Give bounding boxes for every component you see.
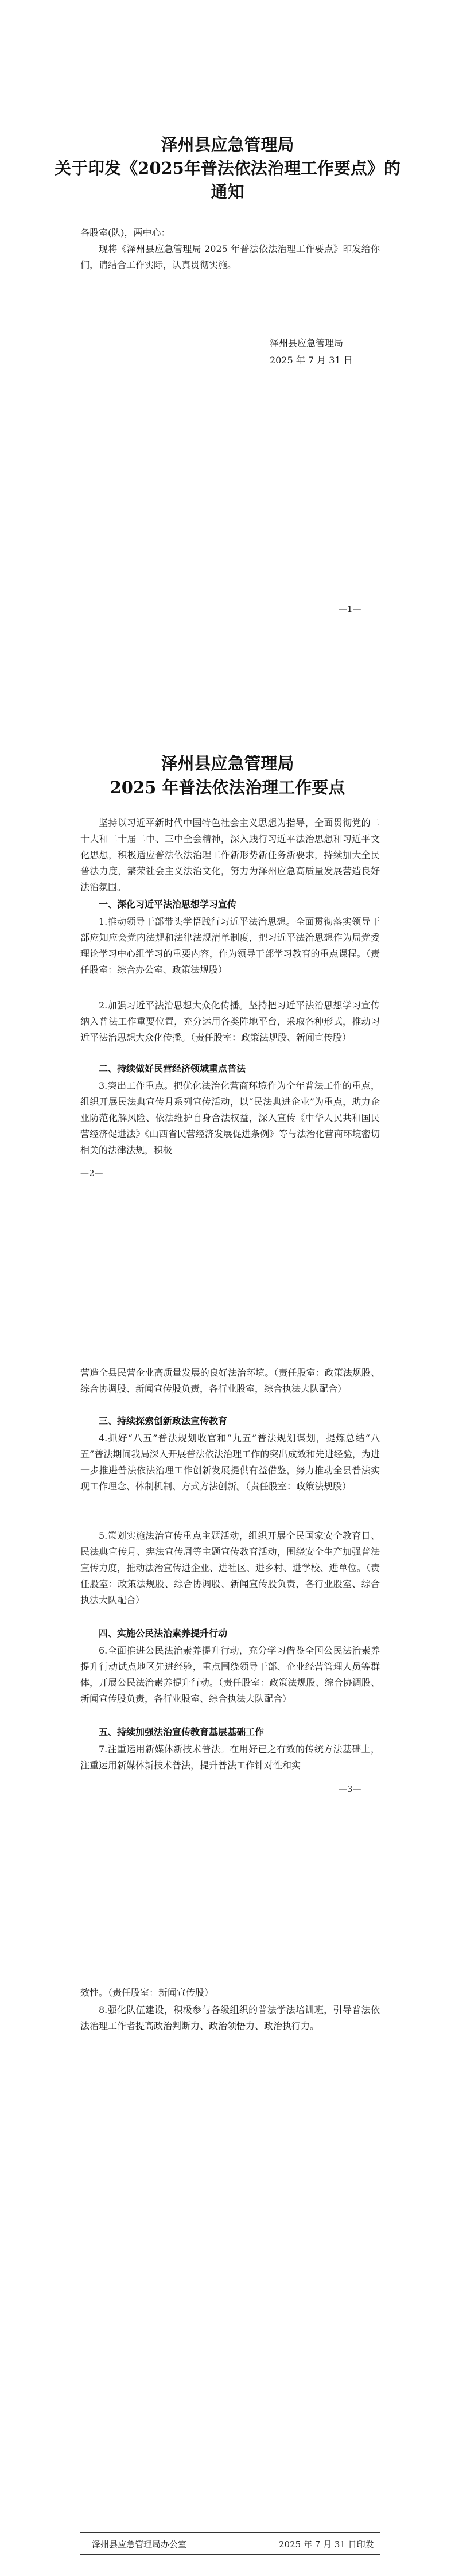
footer-issuer: 泽州县应急管理局办公室: [92, 2539, 187, 2550]
points-title-line-1: 泽州县应急管理局: [161, 754, 294, 773]
item-4: 4.抓好“八五”普法规划收官和“九五”普法规划谋划，提炼总结“八五”普法期间我局深入开展普法依法治理工作的突出成效和先进经验，为进一步推进普法依法治理工作创新发展提供有益借鉴，努力推动全县普法实现工作理念、体制机制、方式方法创新。（责任股室：政策法规股）: [80, 1433, 380, 1492]
notice-signature-date: 2025 年 7 月 31 日: [270, 355, 353, 366]
footer-rule-top: [80, 2532, 380, 2533]
item-6: 6.全面推进公民法治素养提升行动，充分学习借鉴全国公民法治素养提升行动试点地区先进经验，重点围绕领导干部、企业经营管理人员等群体，开展公民法治素养提升行动。（责任股室：政策法规股、综合协调股、新闻宣传股负责，各行业股室、综合执法大队配合）: [80, 1645, 380, 1704]
section-4-heading: 四、实施公民法治素养提升行动: [99, 1628, 228, 1639]
item-3-part-2: 营造全县民营企业高质量发展的良好法治环境。（责任股室：政策法规股、综合协调股、新闻宣传股负责，各行业股室，综合执法大队配合）: [80, 1367, 380, 1394]
item-7-part-2: 效性。（责任股室：新闻宣传股）: [80, 1987, 214, 1998]
footer-date: 2025 年 7 月 31 日印发: [279, 2539, 374, 2550]
footer-rule-bottom: [80, 2554, 380, 2555]
page-number-3: —3—: [339, 1784, 361, 1794]
points-title-line-2: 2025 年普法依法治理工作要点: [110, 778, 345, 797]
item-8: 8.强化队伍建设，积极参与各级组织的普法学法培训班，引导普法依法治理工作者提高政治判断力、政治领悟力、政治执行力。: [80, 2004, 380, 2031]
section-2-heading: 二、持续做好民营经济领域重点普法: [99, 1063, 246, 1074]
notice-title-line-1: 泽州县应急管理局: [161, 135, 294, 154]
section-3-heading: 三、持续探索创新政法宣传教育: [99, 1415, 228, 1426]
page-number-2: —2—: [80, 1168, 103, 1178]
points-intro: 坚持以习近平新时代中国特色社会主义思想为指导，全面贯彻党的二十大和二十届二中、三中全会精神，深入践行习近平法治思想和习近平文化思想，积极适应普法依法治理工作新形势新任务新要求，持续加大全民普法力度，繁荣社会主义法治文化，努力为泽州应急高质量发展营造良好法治氛围。: [80, 817, 380, 893]
notice-salutation: 各股室(队)，两中心：: [80, 227, 170, 238]
page-number-1: —1—: [339, 604, 361, 614]
notice-signature-org: 泽州县应急管理局: [270, 337, 344, 348]
item-5: 5.策划实施法治宣传重点主题活动，组织开展全民国家安全教育日、民法典宣传月、宪法宣传周等主题宣传教育活动，围绕安全生产加强普法宣传力度，推动法治宣传进企业、进社区、进乡村、进学校、进单位。（责任股室：政策法规股、综合协调股、新闻宣传股负责，各行业股室、综合执法大队配合）: [80, 1530, 380, 1605]
item-2: 2.加强习近平法治思想大众化传播。坚持把习近平法治思想学习宣传纳入普法工作重要位置，充分运用各类阵地平台，采取各种形式，推动习近平法治思想大众化传播。（责任股室：政策法规股、新闻宣传股）: [80, 1000, 380, 1043]
section-1-heading: 一、深化习近平法治思想学习宣传: [99, 899, 237, 910]
item-3-part-1: 3.突出工作重点。把优化法治化营商环境作为全年普法工作的重点，组织开展民法典宣传月系列宣传活动，以“民法典进企业”为重点，助力企业防范化解风险、依法维护自身合法权益，深入宣传《中华人民共和国民营经济促进法》《山西省民营经济发展促进条例》等与法治化营商环境密切相关的法律法规，积极: [80, 1080, 380, 1155]
item-7-part-1: 7.注重运用新媒体新技术普法。在用好已之有效的传统方法基础上，注重运用新媒体新技术普法，提升普法工作针对性和实: [80, 1744, 380, 1771]
notice-body: 现将《泽州县应急管理局 2025 年普法依法治理工作要点》印发给你们，请结合工作实际，认真贯彻实施。: [80, 243, 380, 270]
notice-title-line-3: 通知: [211, 182, 244, 201]
notice-title-line-2: 关于印发《2025年普法依法治理工作要点》的: [55, 158, 400, 178]
section-5-heading: 五、持续加强法治宣传教育基层基础工作: [99, 1727, 265, 1737]
item-1: 1.推动领导干部带头学悟践行习近平法治思想。全面贯彻落实领导干部应知应会党内法规和法律法规清单制度，把习近平法治思想作为局党委理论学习中心组学习的重要内容，作为领导干部学习教育的重点课程。（责任股室：综合办公室、政策法规股）: [80, 916, 380, 975]
